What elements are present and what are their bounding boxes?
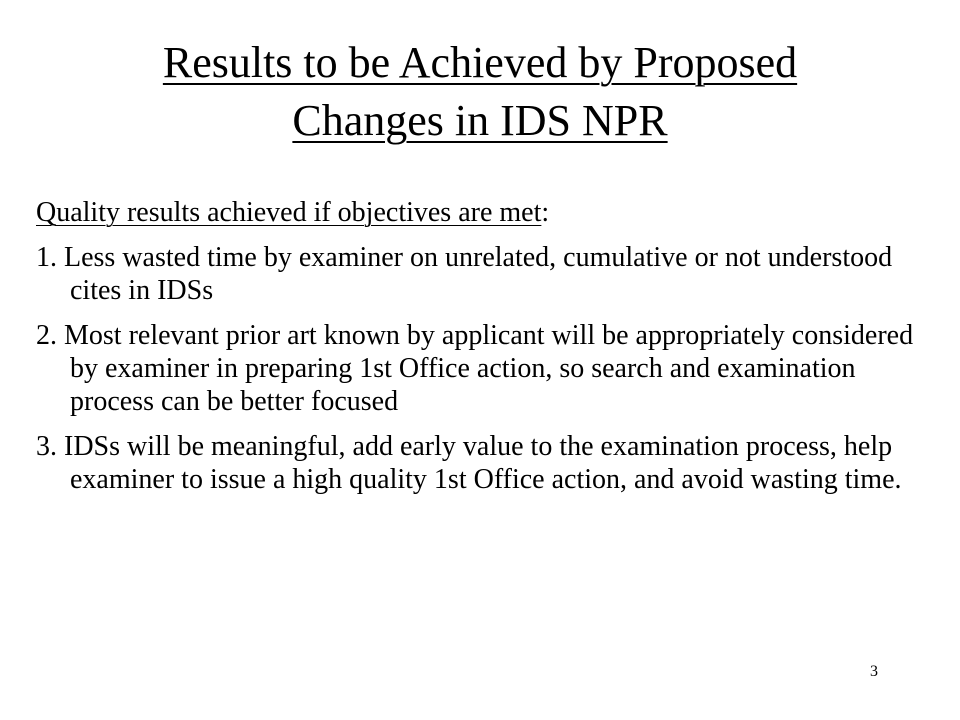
numbered-item-3 xyxy=(36,430,916,496)
intro-line xyxy=(36,196,916,229)
slide-title-line-1: Results to be Achieved by Proposed xyxy=(162,38,798,87)
item-number: 3. xyxy=(36,431,57,462)
slide-title xyxy=(60,34,900,150)
intro-text: Quality results achieved if objectives are met xyxy=(36,197,542,228)
item-number: 1. xyxy=(36,242,57,273)
numbered-item-1 xyxy=(36,241,916,307)
slide-body xyxy=(36,196,916,508)
item-text: IDSs will be meaningful, add early value to the examination process, help examiner to issue a high quality 1st Office action, and avoid wasting time. xyxy=(64,431,902,495)
item-number: 2. xyxy=(36,320,57,351)
numbered-item-2 xyxy=(36,319,916,418)
item-text: Most relevant prior art known by applicant will be appropriately considered by examiner in preparing 1st Office action, so search and examination process can be better focused xyxy=(64,320,914,417)
slide-title-line-2: Changes in IDS NPR xyxy=(292,96,668,145)
item-text: Less wasted time by examiner on unrelated, cumulative or not understood cites in IDSs xyxy=(64,242,893,306)
page-number: 3 xyxy=(870,663,878,680)
intro-colon: : xyxy=(541,197,550,228)
